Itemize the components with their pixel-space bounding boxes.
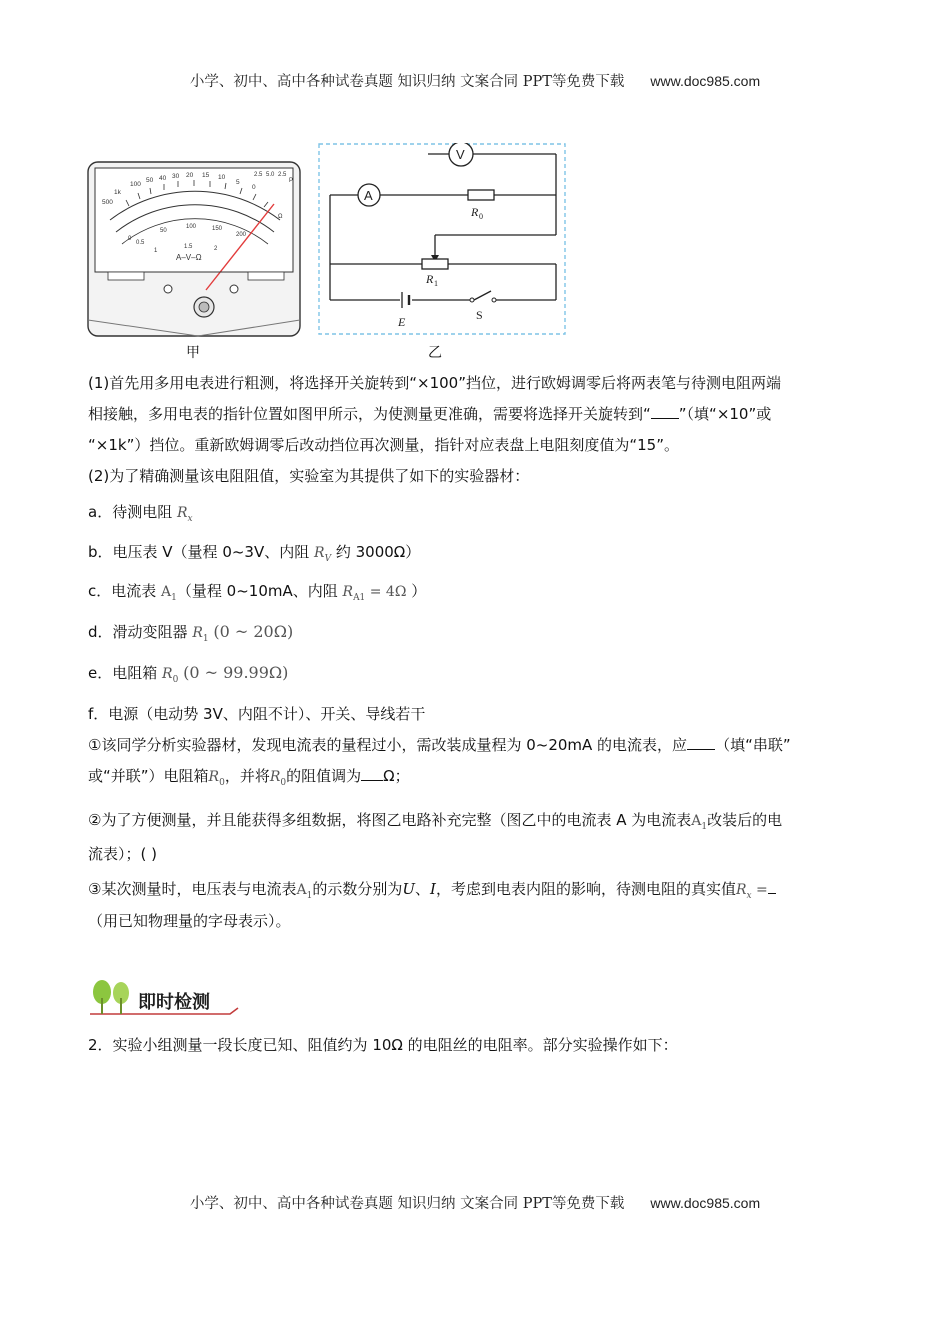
tick-label: 0 [252,184,256,191]
figure-caption-jia: 甲 [186,345,200,361]
meter-jack-left [164,285,172,293]
r1-subscript: 1 [434,279,438,288]
circuit-wires [330,154,556,300]
r0-label: R [471,205,479,219]
item-f: f．电源（电动势 3V、内阻不计）、开关、导线若干 [88,705,426,723]
q1-step1-line2: 或“并联”）电阻箱$R_0$，并将$R_0$的阻值调为 Ω； [88,767,410,788]
q1-step2-line2: 流表）；( ) [88,845,157,863]
svg-text:150: 150 [212,226,223,232]
q1-step3-line1: ③某次测量时，电压表与电流表$A_1$的示数分别为U、I，考虑到电表内阻的影响，待测电阻的真实值$R_x$ = [88,878,776,901]
battery-label: E [398,315,406,329]
rheostat-r1 [422,259,448,269]
meter-jack-right [230,285,238,293]
header-site[interactable]: www.doc985.com [650,73,761,89]
svg-text:50: 50 [160,228,167,234]
q1-step1-line1: ①该同学分析实验器材，发现电流表的量程过小，需改装成量程为 0~20mA 的电流表，应 （填“串联” [88,736,791,754]
svg-text:1: 1 [154,248,158,254]
page-header [0,70,950,91]
header-text: 小学、初中、高中各种试卷真题 知识归纳 文案合同 PPT等免费下载 [189,74,625,90]
figure-caption-yi: 乙 [428,345,442,361]
item-d: d．滑动变阻器 $R_1$ (0 ~ 20Ω) [88,622,294,644]
tick-label: 50 [146,177,154,184]
meter-scale-label: A–V–Ω [176,253,202,262]
circuit-figure [318,143,566,335]
item-e: e．电阻箱 $R_0$ (0 ~ 99.99Ω) [88,663,289,685]
switch-label: S [476,308,483,322]
item-b: b．电压表 V（量程 0~3V、内阻 $R_V$ 约 3000Ω） [88,543,421,564]
volt-label: 2.5 [254,172,263,178]
svg-text:1.5: 1.5 [184,244,193,250]
ammeter-label: A [364,188,373,203]
r0-subscript: 0 [479,212,483,221]
answer-blank-4[interactable] [768,878,776,894]
tick-label: 15 [202,172,210,179]
svg-text:100: 100 [186,224,197,230]
p-letter: P [289,178,294,184]
answer-blank-3[interactable] [361,765,383,781]
tick-label: 20 [186,172,194,179]
tick-label: 500 [102,199,113,206]
item-c: c．电流表 $A_1$（量程 0~10mA、内阻 $R_{A1} = 4\Omega$ ） [88,582,427,603]
q1-step2-line1: ②为了方便测量，并且能获得多组数据，将图乙电路补充完整（图乙中的电流表 A 为电流表$A_1$改装后的电 [88,811,783,832]
voltmeter-label: V [456,147,465,162]
q1-step3-line2: （用已知物理量的字母表示）。 [88,912,291,930]
answer-blank-2[interactable] [687,734,715,750]
svg-text:200: 200 [236,232,247,238]
tick-label: 40 [159,175,167,182]
q1-part1-line3: “×1k”）挡位。重新欧姆调零后改动挡位再次测量，指针对应表盘上电阻刻度值为“15”。 [88,436,679,454]
svg-text:0: 0 [128,236,132,242]
q2-text: 2．实验小组测量一段长度已知、阻值约为 10Ω 的电阻丝的电阻率。部分实验操作如下： [88,1036,678,1054]
section-label: 即时检测 [138,992,210,1013]
tick-label: 30 [172,173,180,180]
page-footer [0,1192,950,1213]
item-a: a．待测电阻 $R_x$ [88,503,193,524]
resistor-box-r0 [468,190,494,200]
r1-label: R [426,272,434,286]
footer-site[interactable]: www.doc985.com [650,1195,761,1211]
q1-part1-line2: 相接触，多用电表的指针位置如图甲所示，为使测量更准确，需要将选择开关旋转到“ ”（填“×10”或 [88,405,772,423]
svg-text:0.5: 0.5 [136,240,145,246]
q1-part2: (2)为了精确测量该电阻阻值，实验室为其提供了如下的实验器材： [88,467,530,485]
tick-label: 5 [236,179,240,186]
tick-label: 100 [130,181,141,188]
tick-label: 1k [114,189,121,196]
footer-text: 小学、初中、高中各种试卷真题 知识归纳 文案合同 PPT等免费下载 [189,1196,625,1212]
tick-label: 10 [218,174,226,181]
circuit-dashed-border [319,144,565,334]
multimeter-figure [86,160,302,340]
q1-part1-line1: (1)首先用多用电表进行粗测，将选择开关旋转到“×100”挡位，进行欧姆调零后将两表笔与待测电阻两端 [88,374,781,392]
volt-label: 2.5 [278,172,287,178]
ohm-symbol: Ω [278,214,283,220]
answer-blank-1[interactable] [651,403,679,419]
svg-text:2: 2 [214,246,218,252]
volt-label: 5.0 [266,172,275,178]
